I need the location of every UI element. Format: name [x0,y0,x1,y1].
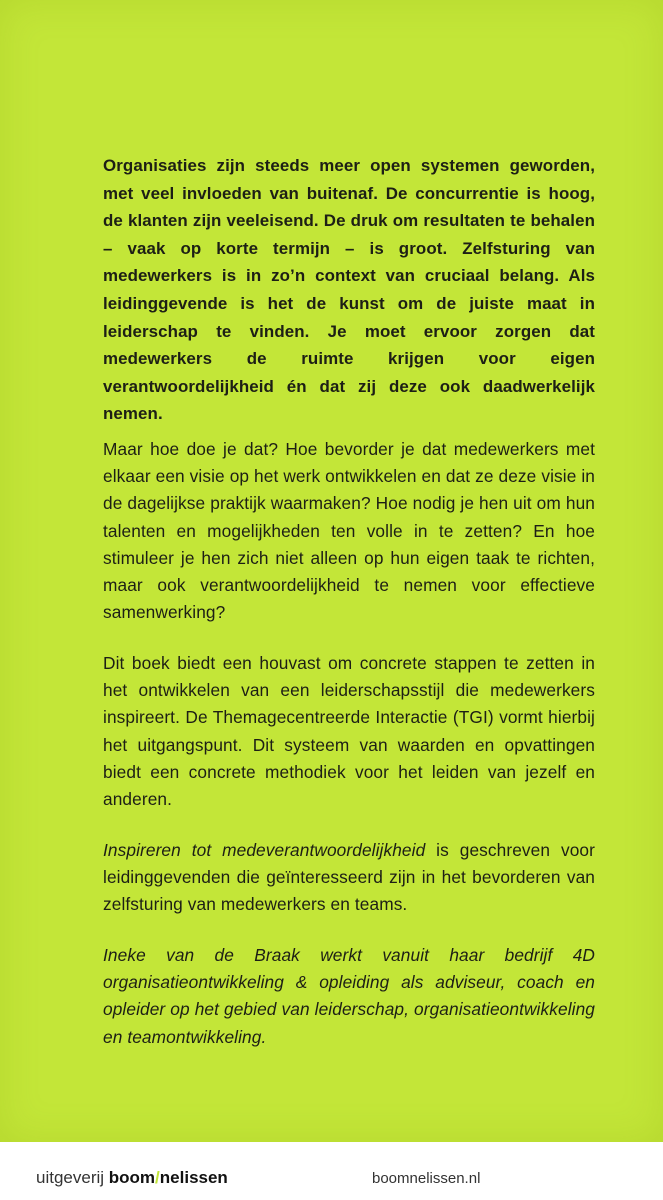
publisher-prefix: uitgeverij [36,1168,109,1187]
intro-paragraph: Organisaties zijn steeds meer open systemen geworden, met veel invloeden van buitenaf. De concurrentie is hoog, de klanten zijn veeleisend. De druk om resultaten te behalen – vaak op korte termijn – is groot. Zelfsturing van medewerkers is in zo’n context van cruciaal belang. Als leidinggevende is het de kunst om de juiste maat in leiderschap te vinden. Je moet ervoor zorgen dat medewerkers de ruimte krijgen voor eigen verantwoordelijkheid én dat zij deze ook daadwerkelijk nemen. [103,156,595,424]
audience-paragraph [103,837,595,919]
book-title: Inspireren tot medeverantwoordelijkheid [103,840,426,860]
book-description-paragraph: Dit boek biedt een houvast om concrete stappen te zetten in het ontwikkelen van een leiderschapsstijl die medewerkers inspireert. De Themagecentreerde Interactie (TGI) vormt hierbij het uitgangspunt. Dit systeem van waarden en opvattingen biedt een concrete methodiek voor het leiden van jezelf en anderen. [103,653,595,810]
audience-text: is geschreven voor leidinggevenden die geïnteresseerd zijn in het bevorderen van zelfsturing van medewerkers en teams. [103,840,595,915]
publisher-brand-nelissen: nelissen [159,1168,228,1187]
publisher-brand-slash: / [155,1168,160,1187]
questions-paragraph: Maar hoe doe je dat? Hoe bevorder je dat medewerkers met elkaar een visie op het werk ontwikkelen en dat ze deze visie in de dagelijkse praktijk waarmaken? Hoe nodig je hen uit om hun talenten en mogelijkheden ten volle in te zetten? En hoe stimuleer je hen zich niet alleen op hun eigen taak te richten, maar ook verantwoordelijkheid te nemen voor effectieve samenwerking? [103,439,595,623]
publisher-logo [36,1168,228,1188]
publisher-brand-boom: boom [108,1168,156,1187]
publisher-website: boomnelissen.nl [372,1170,481,1187]
author-bio-paragraph: Ineke van de Braak werkt vanuit haar bedrijf 4D organisatieontwikkeling & opleiding als adviseur, coach en opleider op het gebied van leiderschap, organisatieontwikkeling en teamontwikkeling. [103,945,595,1047]
